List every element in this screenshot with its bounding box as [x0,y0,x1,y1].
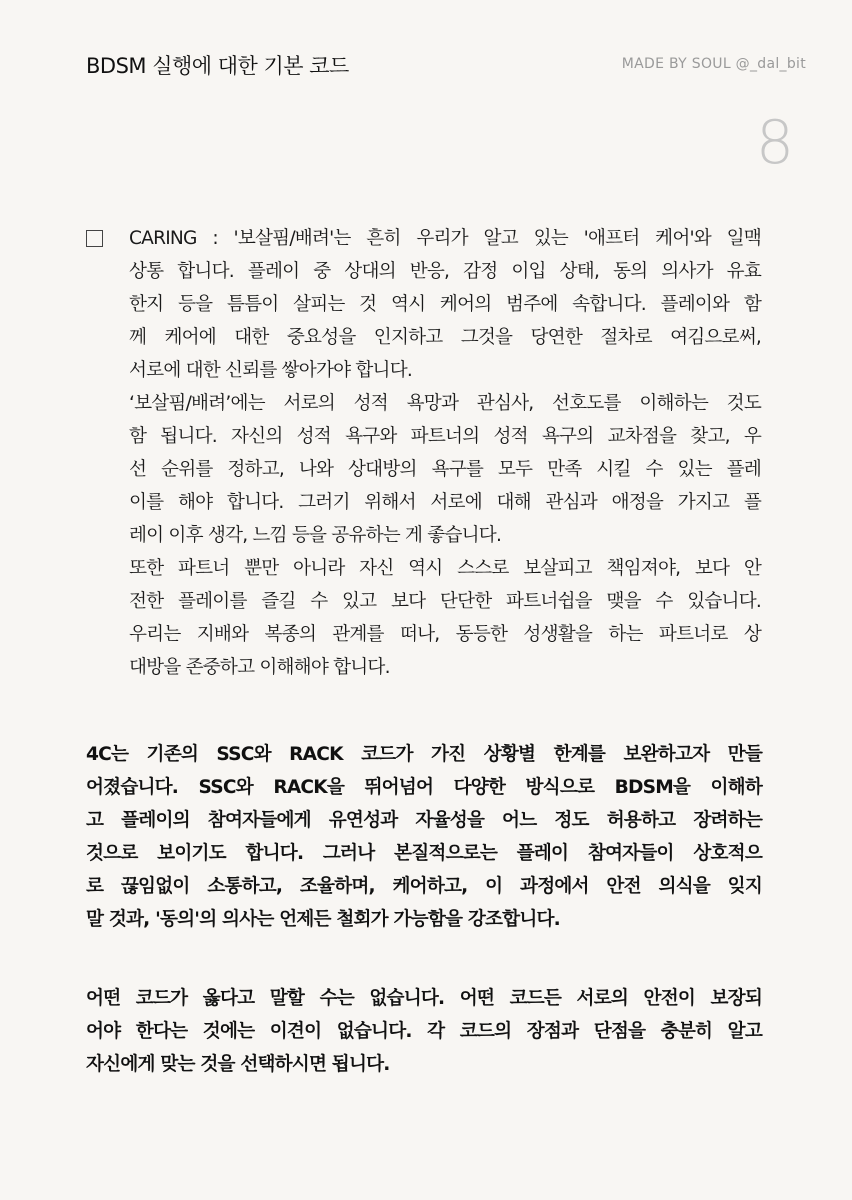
caring-line: 함 됩니다. 자신의 성적 욕구와 파트너의 성적 욕구의 교차점을 찾고, 우 [129,426,761,447]
caring-line: 선 순위를 정하고, 나와 상대방의 욕구를 모두 만족 시킬 수 있는 플레 [129,459,761,480]
summary-line: 자신에게 맞는 것을 선택하시면 됩니다. [86,1054,390,1075]
summary-line: 4C는 기존의 SSC와 RACK 코드가 가진 상황별 한계를 보완하고자 만들 [86,744,762,765]
caring-line: 또한 파트너 뿐만 아니라 자신 역시 스스로 보살피고 책임져야, 보다 안 [129,558,761,579]
caring-line: 한지 등을 틈틈이 살피는 것 역시 케어의 범주에 속합니다. 플레이와 함 [129,294,761,315]
caring-checkbox[interactable] [86,230,103,247]
page-number: 8 [755,108,794,178]
caring-line: CARING : '보살핌/배려'는 흔히 우리가 알고 있는 '애프터 케어'와 일맥 [129,228,761,249]
caring-line: 이를 해야 합니다. 그러기 위해서 서로에 대해 관심과 애정을 가지고 플 [129,492,761,513]
summary-line: 고 플레이의 참여자들에게 유연성과 자율성을 어느 정도 허용하고 장려하는 [86,810,762,831]
caring-line: 께 케어에 대한 중요성을 인지하고 그것을 당연한 절차로 여김으로써, [129,327,761,348]
caring-line: 서로에 대한 신뢰를 쌓아가야 합니다. [129,360,412,381]
caring-paragraph [129,222,761,684]
summary-paragraph-4c [86,738,762,936]
credit-label: MADE BY SOUL @_dal_bit [621,56,806,72]
summary-line: 어졌습니다. SSC와 RACK을 뛰어넘어 다양한 방식으로 BDSM을 이해하 [86,777,762,798]
caring-line: 상통 합니다. 플레이 중 상대의 반응, 감정 이입 상태, 동의 의사가 유효 [129,261,761,282]
caring-line: ‘보살핌/배려’에는 서로의 성적 욕망과 관심사, 선호도를 이해하는 것도 [129,393,761,414]
caring-line: 우리는 지배와 복종의 관계를 떠나, 동등한 성생활을 하는 파트너로 상 [129,624,761,645]
summary-line: 로 끊임없이 소통하고, 조율하며, 케어하고, 이 과정에서 안전 의식을 잊지 [86,876,762,897]
summary-line: 어떤 코드가 옳다고 말할 수는 없습니다. 어떤 코드든 서로의 안전이 보장되 [86,988,762,1009]
summary-line: 말 것과, '동의'의 의사는 언제든 철회가 가능함을 강조합니다. [86,909,560,930]
caring-line: 레이 이후 생각, 느낌 등을 공유하는 게 좋습니다. [129,525,502,546]
caring-line: 전한 플레이를 즐길 수 있고 보다 단단한 파트너쉽을 맺을 수 있습니다. [129,591,761,612]
summary-line: 어야 한다는 것에는 이견이 없습니다. 각 코드의 장점과 단점을 충분히 알고 [86,1021,762,1042]
summary-line: 것으로 보이기도 합니다. 그러나 본질적으로는 플레이 참여자들이 상호적으 [86,843,762,864]
page-title: BDSM 실행에 대한 기본 코드 [86,54,349,78]
caring-line: 대방을 존중하고 이해해야 합니다. [129,657,390,678]
summary-paragraph-conclusion [86,982,762,1081]
